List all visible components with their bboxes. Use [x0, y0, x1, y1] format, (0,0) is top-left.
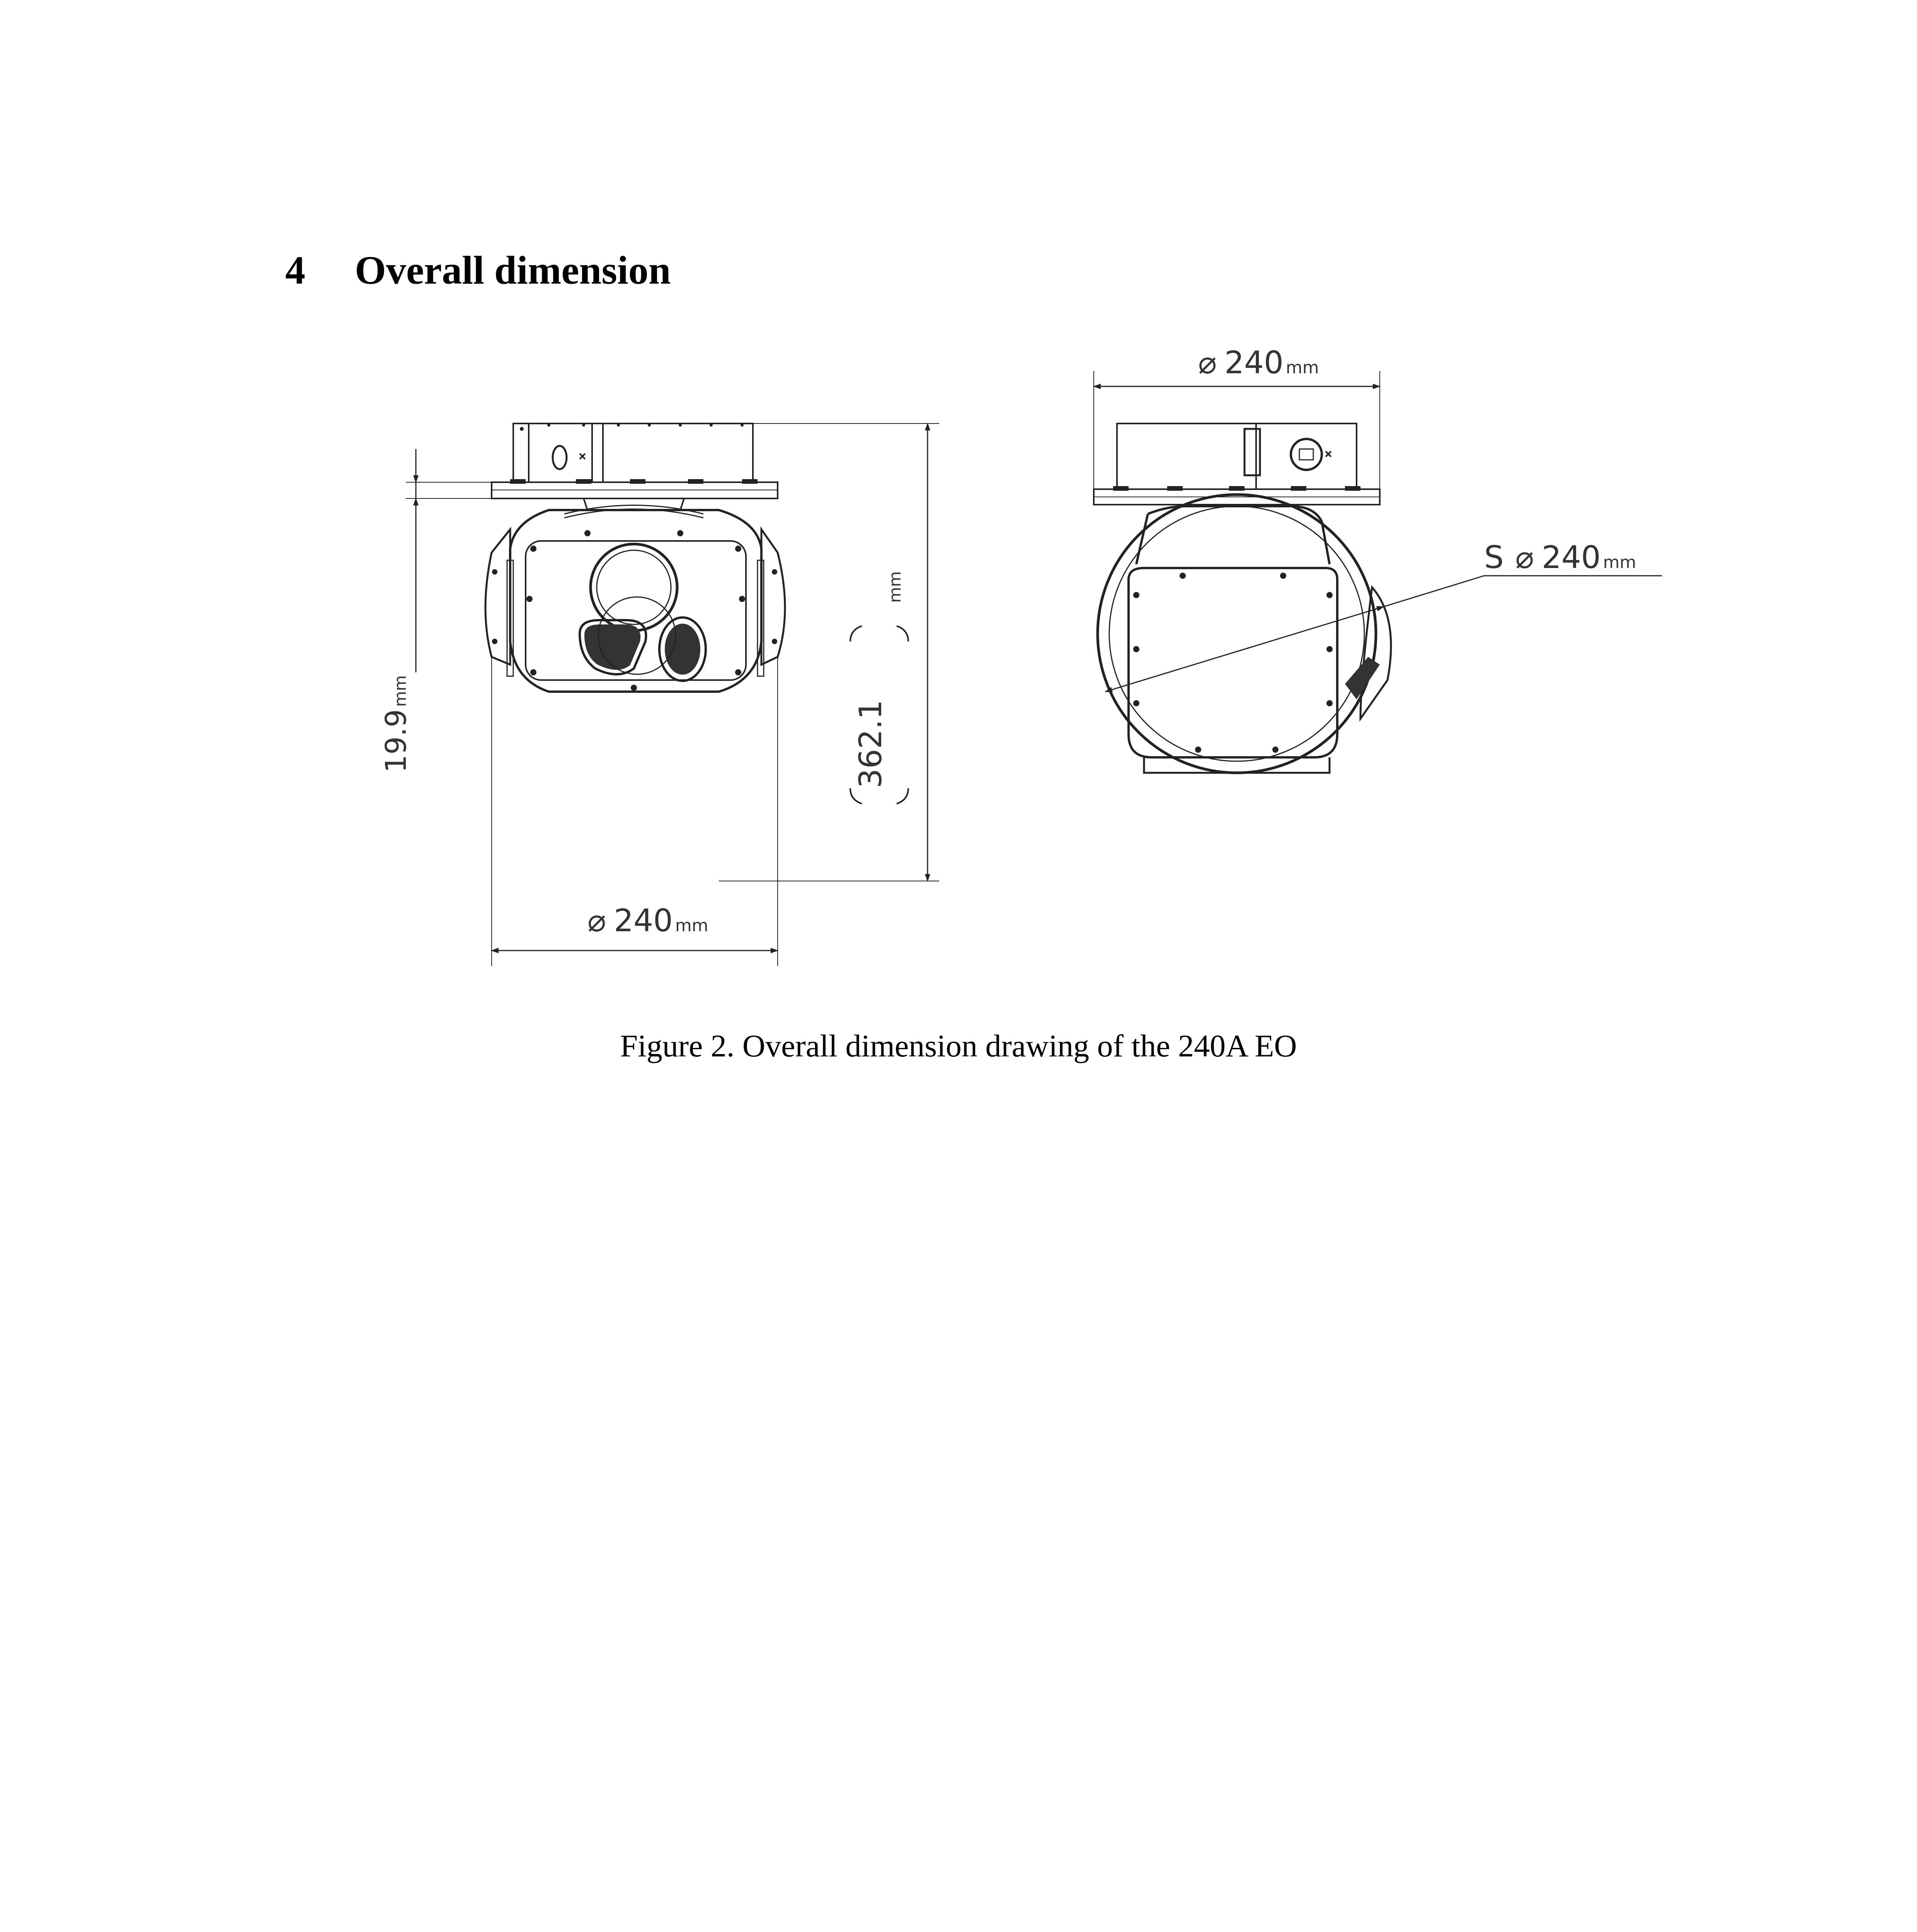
svg-text:19.9mm: [380, 675, 413, 773]
dim-sphere-value: 240: [1541, 539, 1601, 575]
section-heading: [285, 247, 671, 293]
diameter-symbol-front: ⌀: [587, 903, 606, 939]
diameter-symbol-sphere: ⌀: [1515, 539, 1534, 575]
dim-side-width-unit: mm: [1285, 358, 1319, 378]
dim-height-value: 362.1: [853, 699, 889, 788]
svg-text:S⌀240mm: [1484, 539, 1636, 575]
dim-side-width-value: 240: [1224, 348, 1284, 381]
figure-caption: Figure 2. Overall dimension drawing of the 240A EO: [620, 1028, 1297, 1063]
svg-text:362.1: [853, 700, 889, 788]
svg-text:⌀240mm: [587, 903, 708, 939]
dim-offset-value: 19.9: [380, 709, 413, 773]
svg-text:⌀240mm: [1198, 348, 1319, 381]
dim-sphere-unit: mm: [1603, 553, 1636, 572]
dimension-drawing: [348, 348, 1701, 1020]
dim-sphere-prefix: S: [1484, 539, 1504, 575]
dim-front-width-unit: mm: [675, 916, 708, 935]
dim-front-width-value: 240: [614, 903, 673, 939]
dim-height-unit: mm: [885, 571, 904, 603]
dim-offset-unit: mm: [391, 675, 410, 707]
front-view: [406, 423, 939, 966]
section-title: Overall dimension: [355, 248, 671, 293]
diameter-symbol-side: ⌀: [1198, 348, 1217, 381]
section-number: 4: [285, 248, 305, 293]
